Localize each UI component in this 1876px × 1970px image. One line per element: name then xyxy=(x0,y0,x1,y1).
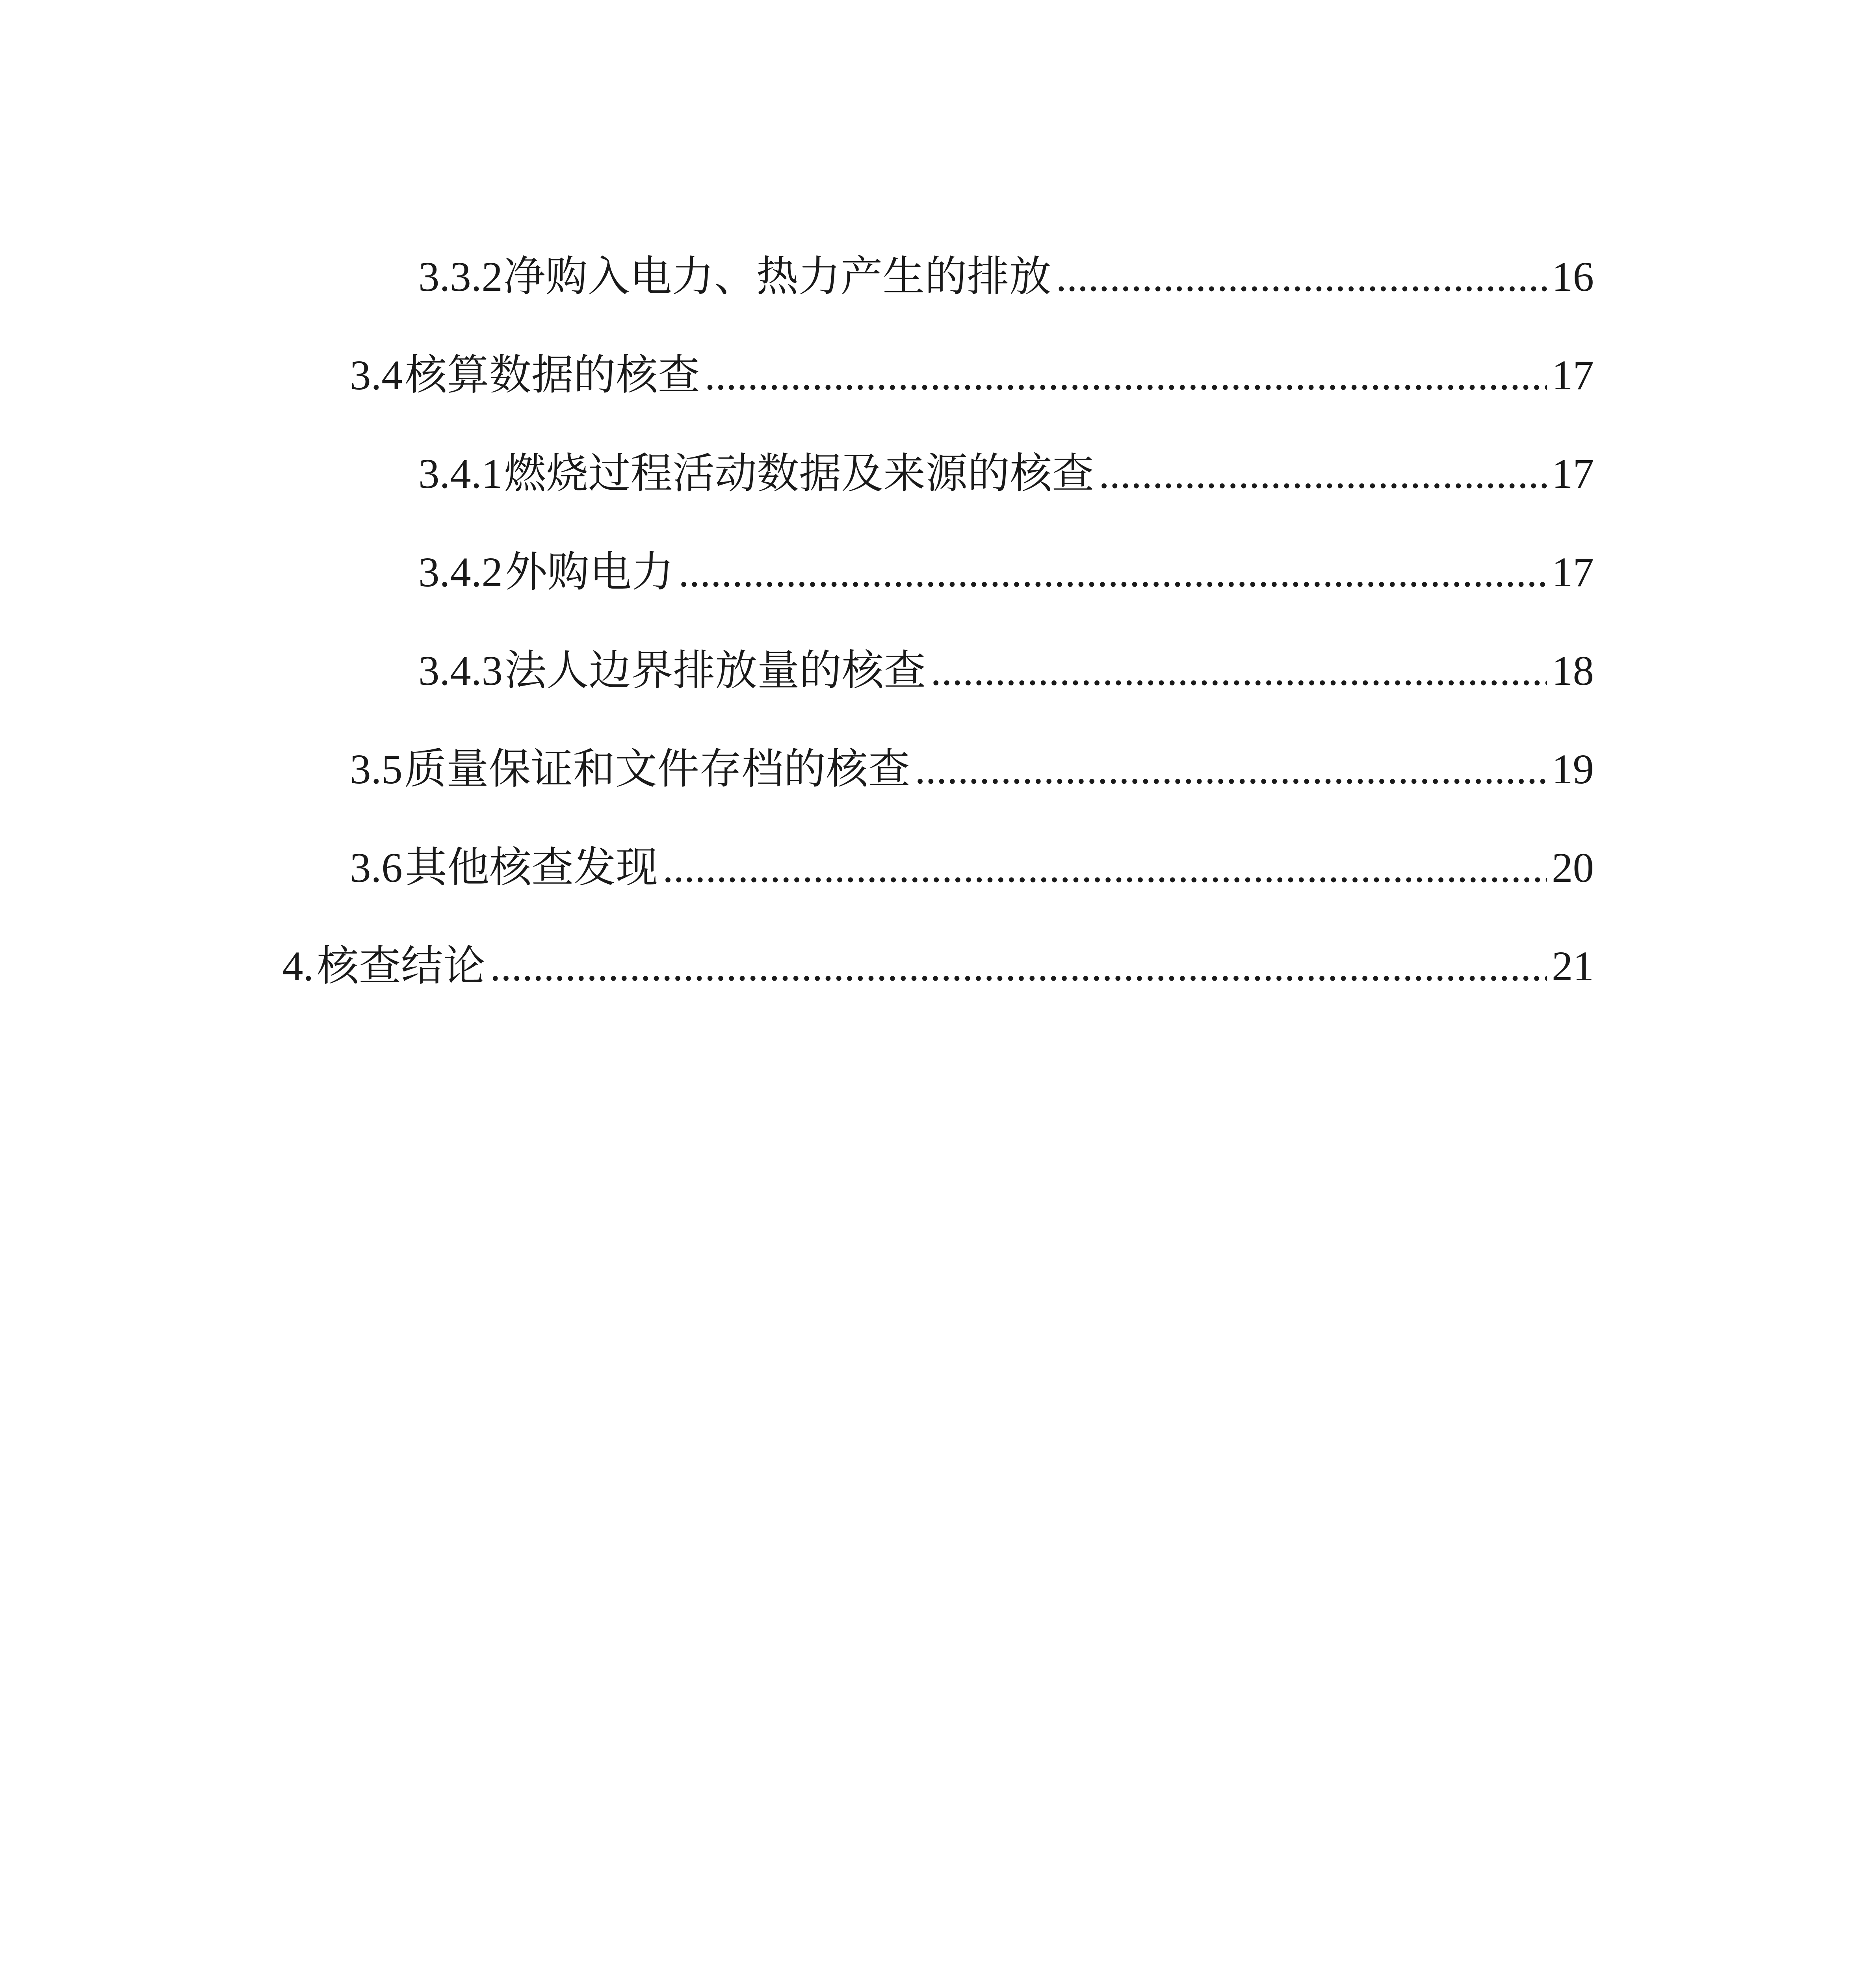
toc-entry-number: 4. xyxy=(282,943,314,990)
toc-leader-dots xyxy=(1099,444,1547,504)
toc-entry-page: 19 xyxy=(1552,746,1594,793)
toc-entry-3-4-3[interactable] xyxy=(418,641,1594,701)
toc-entry-title: 质量保证和文件存档的核查 xyxy=(404,746,910,793)
toc-entry-title: 净购入电力、热力产生的排放 xyxy=(503,254,1051,300)
toc-entry-page: 20 xyxy=(1552,845,1594,891)
toc-entry-title: 法人边界排放量的核查 xyxy=(504,648,926,694)
toc-leader-dots xyxy=(490,937,1547,996)
toc-entry-number: 3.3.2 xyxy=(418,254,503,300)
toc-entry-3-6[interactable] xyxy=(350,838,1594,898)
toc-entry-page: 17 xyxy=(1552,549,1594,596)
toc-entry-title: 外购电力 xyxy=(505,549,674,596)
toc-entry-number: 3.4.2 xyxy=(418,549,503,596)
toc-entry-title: 核算数据的核查 xyxy=(405,352,700,399)
toc-entry-3-5[interactable] xyxy=(350,740,1594,799)
toc-entry-number: 3.4 xyxy=(350,352,403,399)
toc-entry-title: 核查结论 xyxy=(316,943,485,990)
toc-leader-dots xyxy=(1056,247,1547,307)
toc-leader-dots xyxy=(663,838,1547,898)
toc-entry-number: 3.4.3 xyxy=(418,648,503,694)
toc-entry-title: 其他核查发现 xyxy=(405,845,658,891)
toc-entry-4[interactable] xyxy=(282,937,1594,996)
toc-entry-page: 16 xyxy=(1552,254,1594,300)
toc-entry-title: 燃烧过程活动数据及来源的核查 xyxy=(504,451,1094,497)
toc-leader-dots xyxy=(915,740,1547,799)
toc-entry-page: 17 xyxy=(1552,451,1594,497)
toc-entry-number: 3.5 xyxy=(350,746,403,793)
toc-entry-3-4-1[interactable] xyxy=(418,444,1594,504)
toc-leader-dots xyxy=(705,346,1547,405)
toc-leader-dots xyxy=(931,641,1547,701)
toc-entry-3-3-2[interactable] xyxy=(418,247,1594,307)
toc-entry-3-4-2[interactable] xyxy=(418,543,1594,602)
toc-entry-page: 18 xyxy=(1552,648,1594,694)
toc-entry-page: 21 xyxy=(1552,943,1594,990)
toc-entry-number: 3.6 xyxy=(350,845,403,891)
toc-entry-page: 17 xyxy=(1552,352,1594,399)
toc-leader-dots xyxy=(678,543,1547,602)
toc-entry-number: 3.4.1 xyxy=(418,451,503,497)
toc-entry-3-4[interactable] xyxy=(350,346,1594,405)
